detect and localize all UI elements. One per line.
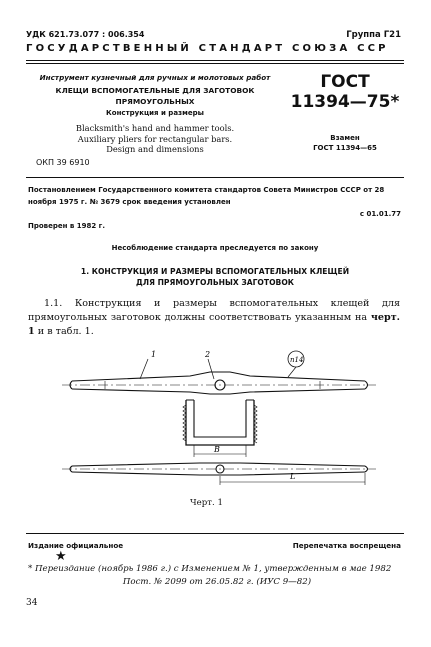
paragraph-tail: и в табл. 1. [37, 326, 94, 337]
label-2: 2 [205, 350, 211, 359]
standard-line: ГОСУДАРСТВЕННЫЙ СТАНДАРТ СОЮЗА ССР [26, 43, 389, 54]
reprint-prohibited: Перепечатка воспрещена [292, 541, 401, 550]
english-title-line2: Auxiliary pliers for rectangular bars. [77, 133, 233, 144]
official-edition: Издание официальное [28, 541, 124, 550]
replaces-label: Взамен [330, 134, 360, 142]
bottom-right-end [365, 466, 368, 472]
section-heading-line1: 1. КОНСТРУКЦИЯ И РАЗМЕРЫ ВСПОМОГАТЕЛЬНЫХ КЛЕЩЕЙ [80, 267, 350, 276]
top-view-upper-edge [72, 372, 365, 381]
right-handle-end [365, 381, 368, 389]
figure-caption: Черт. 1 [190, 498, 223, 508]
label-1: 1 [151, 350, 157, 359]
standard-name [30, 85, 280, 107]
label-roughness: п14 [290, 356, 304, 364]
reissue-note-line1: * Переиздание (ноябрь 1986 г.) с Изменением № 1, утвержденным в мае 1982 [28, 564, 392, 574]
leader-2 [208, 359, 214, 379]
standard-name-line2: ПРЯМОУГОЛЬНЫХ [115, 97, 195, 106]
section-heading [30, 266, 400, 288]
leader-roughness [288, 367, 296, 377]
header-rule-thin [26, 63, 404, 64]
effective-date: с 01.01.77 [359, 210, 401, 218]
leader-1 [140, 359, 148, 379]
law-notice: Несоблюдение стандарта преследуется по закону [111, 244, 319, 252]
section-rule [26, 177, 404, 178]
replaces-standard: ГОСТ 11394—65 [313, 144, 377, 152]
reissue-note [28, 563, 406, 589]
label-l: L [290, 472, 296, 481]
footer-rule [26, 533, 404, 534]
english-title [30, 123, 280, 155]
label-b: B [214, 445, 220, 454]
decree-text: Постановлением Государственного комитета стандартов Совета Министров СССР от 28 ноября 1975 г. № 3679 срок введения установлен [28, 186, 385, 206]
checked-year: Проверен в 1982 г. [28, 222, 105, 230]
okp-code: ОКП 39 6910 [36, 158, 90, 167]
english-title-line3: Design and dimensions [106, 144, 204, 154]
header-rule [26, 60, 404, 61]
pliers-drawing [60, 345, 380, 485]
paragraph-1-1 [28, 297, 400, 339]
jaw-inner [194, 400, 246, 437]
group-code: Группа Г21 [346, 30, 401, 40]
replaces-block [290, 133, 400, 153]
gost-label: ГОСТ [320, 72, 370, 92]
gost-number: 11394—75* [290, 92, 400, 112]
gost-designation [290, 72, 400, 112]
standard-subtitle: Конструкция и размеры [106, 109, 204, 117]
section-heading-line2: ДЛЯ ПРЯМОУГОЛЬНЫХ ЗАГОТОВОК [136, 278, 294, 287]
jaw-outer [186, 400, 254, 445]
udk-code: УДК 621.73.077 : 006.354 [26, 30, 145, 39]
page-number: 34 [26, 598, 38, 608]
reissue-note-line2: Пост. № 2099 от 26.05.82 г. (ИУС 9—82) [122, 577, 312, 587]
paragraph-lead: 1.1. Конструкция и размеры вспомогательных клещей для прямоугольных заготовок должны соответствовать указанным на [28, 298, 400, 323]
english-title-line1: Blacksmith's hand and hammer tools. [75, 123, 235, 133]
drawing-reference: черт. 1 [28, 312, 400, 337]
star-mark: ★ [55, 549, 67, 564]
tool-category: Инструмент кузнечный для ручных и молотовых работ [39, 73, 271, 82]
standard-name-line1: КЛЕЩИ ВСПОМОГАТЕЛЬНЫЕ ДЛЯ ЗАГОТОВОК [55, 86, 255, 95]
